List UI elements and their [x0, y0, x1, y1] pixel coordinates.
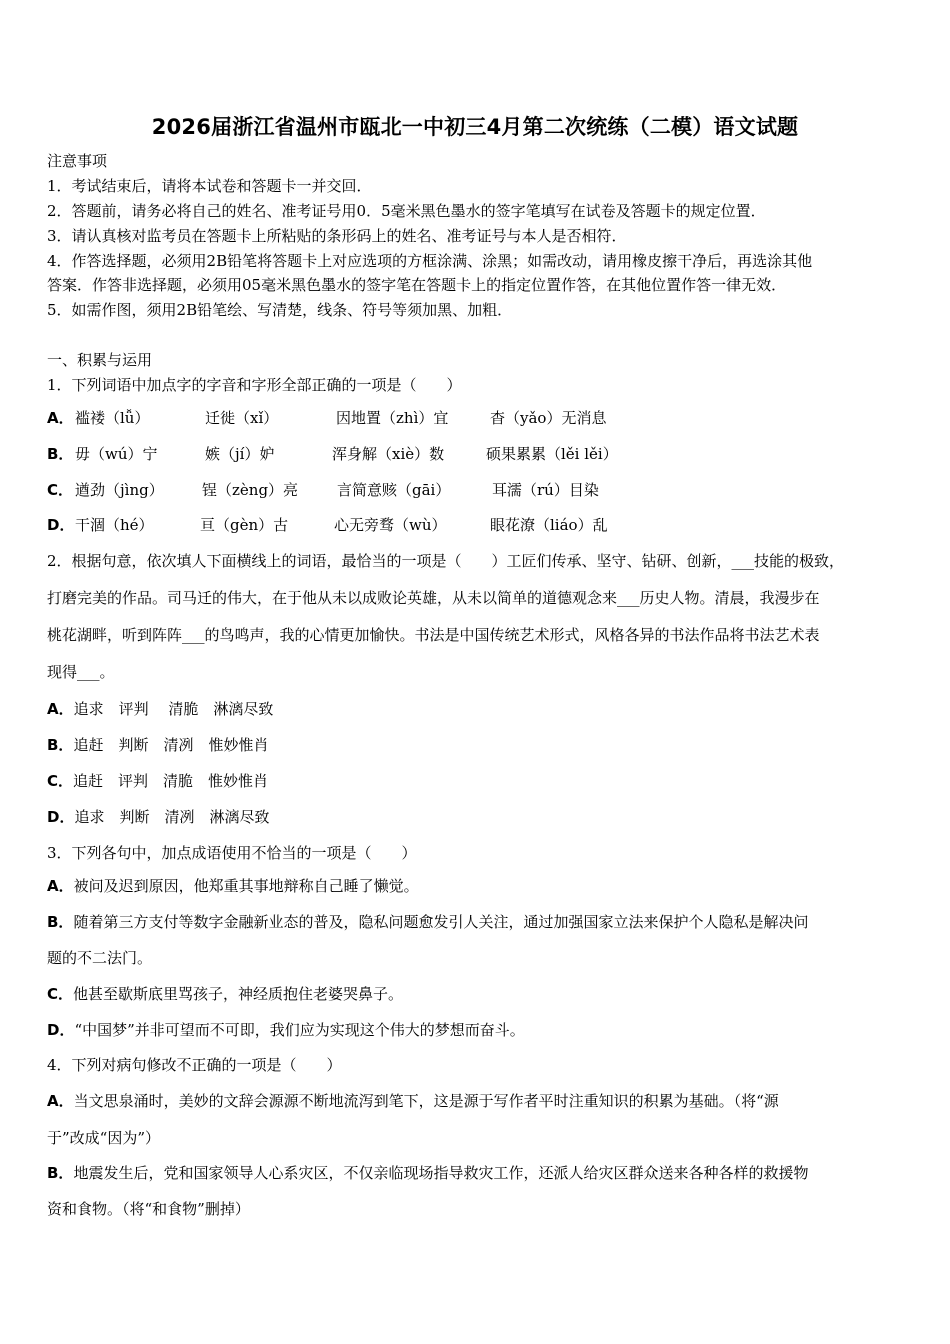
option-letter: A．	[47, 1092, 74, 1110]
question-3-stem: 3．下列各句中，加点成语使用不恰当的一项是（ ）	[47, 844, 417, 862]
q3-option-c	[47, 984, 403, 1004]
notice-heading: 注意事项	[47, 152, 108, 170]
q1-a-word-2: 迁徙（xǐ）	[205, 409, 279, 427]
option-text: 追求 评判 清脆 淋漓尽致	[73, 700, 274, 718]
q2-option-a	[47, 699, 273, 719]
option-letter: D．	[47, 516, 75, 534]
q1-option-c	[47, 480, 73, 500]
q1-c-word-2: 锃（zèng）亮	[202, 481, 299, 499]
q1-c-word-1: 遒劲（jìng）	[75, 481, 164, 499]
question-2-line: 桃花湖畔，听到阵阵___的鸟鸣声，我的心情更加愉快。书法是中国传统艺术形式，风格各异的书法作品将书法艺术表	[47, 626, 820, 644]
option-letter: D．	[47, 808, 75, 826]
option-text: 追赶 评判 清脆 惟妙惟肖	[73, 772, 269, 790]
option-text: 地震发生后，党和国家领导人心系灾区，不仅亲临现场指导救灾工作，还派人给灾区群众送来各种各样的救援物	[73, 1164, 809, 1182]
option-letter: D．	[47, 1021, 75, 1039]
q3-option-b	[47, 912, 808, 932]
q1-d-word-3: 心无旁骛（wù）	[334, 516, 447, 534]
q4-option-b	[47, 1163, 808, 1183]
option-letter: B．	[47, 736, 74, 754]
option-letter: A．	[47, 700, 74, 718]
q3-option-a	[47, 876, 419, 896]
section-heading: 一、积累与运用	[47, 351, 153, 369]
q2-option-d	[47, 807, 269, 827]
option-text: 追求 判断 清冽 淋漓尽致	[74, 808, 270, 826]
notice-item: 答案．作答非选择题，必须用05毫米黑色墨水的签字笔在答题卡上的指定位置作答，在其他位置作答一律无效．	[47, 276, 787, 294]
option-letter: B．	[47, 445, 74, 463]
q1-c-word-4: 耳濡（rú）目染	[492, 481, 599, 499]
q4-option-a	[47, 1091, 779, 1111]
q2-option-c	[47, 771, 268, 791]
option-text: 资和食物。（将“和食物”删掉）	[47, 1200, 250, 1218]
option-letter: A．	[47, 409, 74, 427]
q1-d-word-4: 眼花潦（liáo）乱	[490, 516, 608, 534]
option-text: 被问及迟到原因，他郑重其事地辩称自己睡了懒觉。	[73, 877, 419, 895]
notice-item: 3．请认真核对监考员在答题卡上所粘贴的条形码上的姓名、准考证号与本人是否相符．	[47, 227, 627, 245]
question-2-line: 2．根据句意，依次填人下面横线上的词语，最恰当的一项是（ ）工匠们传承、坚守、钻研、创新，___技能的极致，	[47, 552, 845, 570]
q1-option-d	[47, 515, 74, 535]
question-1-stem: 1．下列词语中加点字的字音和字形全部正确的一项是（ ）	[47, 376, 462, 394]
q1-c-word-3: 言简意赅（gāi）	[337, 481, 451, 499]
q1-option-a	[47, 408, 74, 428]
option-letter: B．	[47, 1164, 74, 1182]
option-letter: A．	[47, 877, 74, 895]
option-text: 当文思泉涌时，美妙的文辞会源源不断地流泻到笔下，这是源于写作者平时注重知识的积累为基础。（将“源	[73, 1092, 779, 1110]
q1-a-word-4: 杳（yǎo）无消息	[490, 409, 607, 427]
option-letter: C．	[47, 481, 74, 499]
notice-item: 2．答题前，请务必将自己的姓名、准考证号用0．5毫米黑色墨水的签字笔填写在试卷及答题卡的规定位置．	[47, 202, 766, 220]
q1-b-word-1: 毋（wú）宁	[75, 445, 158, 463]
q3-option-b-cont	[47, 948, 152, 968]
q1-option-b	[47, 444, 73, 464]
q2-option-b	[47, 735, 268, 755]
q1-d-word-2: 亘（gèn）古	[200, 516, 289, 534]
q1-b-word-2: 嫉（jí）妒	[205, 445, 275, 463]
question-2-line: 打磨完美的作品。司马迁的伟大，在于他从未以成败论英雄，从未以简单的道德观念来___历史人物。清晨，我漫步在	[47, 589, 820, 607]
question-4-stem: 4．下列对病句修改不正确的一项是（ ）	[47, 1056, 342, 1074]
page-title: 2026届浙江省温州市瓯北一中初三4月第二次统练（二模）语文试题	[151, 115, 799, 139]
q1-d-word-1: 干涸（hé）	[75, 516, 154, 534]
q1-a-word-1: 褴褛（lǚ）	[75, 409, 150, 427]
option-text: 追赶 判断 清冽 惟妙惟肖	[73, 736, 269, 754]
option-letter: C．	[47, 772, 74, 790]
option-text: 随着第三方支付等数字金融新业态的普及，隐私问题愈发引人关注，通过加强国家立法来保护个人隐私是解决问	[73, 913, 809, 931]
option-text: “中国梦”并非可望而不可即，我们应为实现这个伟大的梦想而奋斗。	[74, 1021, 525, 1039]
option-letter: B．	[47, 913, 74, 931]
option-text: 他甚至歇斯底里骂孩子，神经质抱住老婆哭鼻子。	[73, 985, 404, 1003]
question-2-line: 现得___。	[47, 663, 115, 681]
q3-option-d	[47, 1020, 525, 1040]
option-text: 题的不二法门。	[47, 949, 153, 967]
q1-b-word-3: 浑身解（xiè）数	[332, 445, 445, 463]
q4-option-a-cont	[47, 1128, 160, 1148]
option-letter: C．	[47, 985, 74, 1003]
option-text: 于”改成“因为”）	[47, 1129, 161, 1147]
q4-option-b-cont	[47, 1199, 250, 1219]
q1-a-word-3: 因地置（zhì）宜	[336, 409, 449, 427]
q1-b-word-4: 硕果累累（lěi lěi）	[486, 445, 618, 463]
notice-item: 5．如需作图，须用2B铅笔绘、写清楚，线条、符号等须加黑、加粗．	[47, 301, 513, 319]
notice-item: 1．考试结束后，请将本试卷和答题卡一并交回．	[47, 177, 372, 195]
notice-item: 4．作答选择题，必须用2B铅笔将答题卡上对应选项的方框涂满、涂黑；如需改动，请用橡皮擦干净后，再选涂其他	[47, 252, 813, 270]
